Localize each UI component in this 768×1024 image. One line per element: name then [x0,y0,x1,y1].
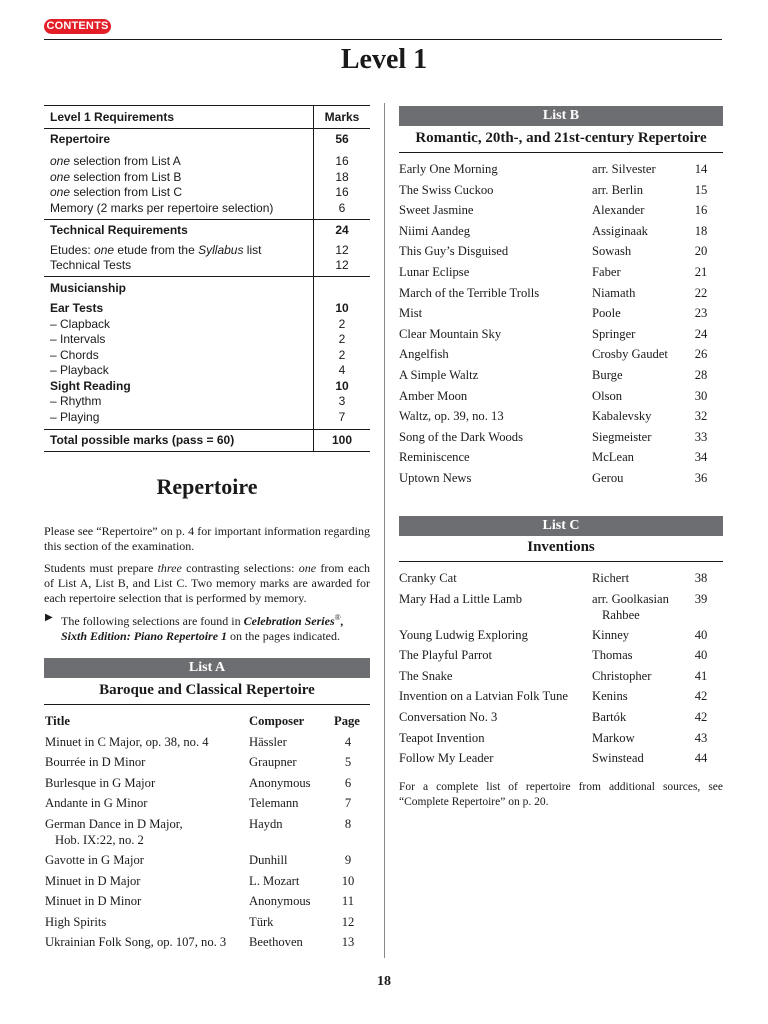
repertoire-composer: Kenins [592,689,628,704]
repertoire-page: 26 [694,347,708,362]
repertoire-title: March of the Terrible Trolls [399,285,540,300]
table-row [44,776,364,797]
repertoire-page: 23 [694,306,708,321]
list-c-table [399,571,723,772]
repertoire-composer: McLean [592,450,634,465]
repertoire-title: Gavotte in G Major [45,852,144,867]
celebration-series-note: ▶ The following selections are found in Celebration Series®, Sixth Edition: Piano Repertoire 1 on the pages indicated. [45,612,344,643]
repertoire-title: Burlesque in G Major [45,775,156,790]
table-row [399,203,723,224]
repertoire-composer: arr. Goolkasian [592,591,669,606]
repertoire-composer: Haydn [249,816,283,831]
repertoire-title: High Spirits [45,914,107,929]
repertoire-title: Uptown News [399,470,472,485]
repertoire-title: Niimi Aandeg [399,223,471,238]
list-b-table [399,162,723,492]
table-row [399,306,723,327]
ear-tests-label: Ear Tests [44,301,314,317]
repertoire-composer: Olson [592,388,623,403]
repertoire-label: Repertoire [44,129,314,154]
req-item-marks: 18 [335,169,349,184]
repertoire-page: 9 [344,852,352,867]
requirements-header [44,105,370,129]
repertoire-composer: Hässler [249,734,287,749]
repertoire-page: 40 [694,627,708,642]
repertoire-page: 14 [694,162,708,176]
req-item: – Chords [44,348,314,364]
repertoire-composer: L. Mozart [249,873,300,888]
repertoire-composer: Anonymous [249,775,311,790]
column-divider [384,103,385,958]
repertoire-title-cont: Hob. IX:22, no. 2 [55,832,144,847]
repertoire-composer: Poole [592,306,621,321]
table-row [399,689,723,710]
repertoire-title: Mary Had a Little Lamb [399,591,523,606]
page-number: 18 [377,974,391,989]
repertoire-page: 36 [694,470,708,485]
repertoire-page: 24 [694,326,708,341]
repertoire-page: 28 [694,367,708,382]
table-row [44,817,364,853]
repertoire-title: Reminiscence [399,450,470,465]
repertoire-page: 8 [344,816,352,831]
list-c-bar: List C [399,516,723,536]
header-rule [44,39,722,40]
col-title-header: Title [45,714,70,728]
repertoire-composer: arr. Silvester [592,162,656,176]
repertoire-title: German Dance in D Major, [45,816,183,831]
repertoire-title: Sweet Jasmine [399,203,474,218]
repertoire-composer: Burge [592,367,623,382]
arrow-right-icon: ▶ [45,612,53,623]
repertoire-page: 42 [694,709,708,724]
repertoire-title: Minuet in D Minor [45,894,142,909]
repertoire-composer: Markow [592,730,635,745]
repertoire-page: 30 [694,388,708,403]
req-item: – Clapback [44,317,314,333]
repertoire-marks: 56 [335,132,349,146]
repertoire-title: Song of the Dark Woods [399,429,523,444]
req-item-marks: 16 [335,154,349,168]
repertoire-title: Bourrée in D Minor [45,755,146,770]
repertoire-composer: Niamath [592,285,636,300]
repertoire-title: The Swiss Cuckoo [399,182,494,197]
table-row [399,571,723,592]
repertoire-instructions: Students must prepare three contrasting selections: one from each of List A, List B, and List C. Two memory marks are awarded for each repertoire selection that is performed by memory. [44,561,370,605]
requirements-header-marks: Marks [324,110,360,124]
list-a-header [44,714,364,735]
technical-group [44,220,370,278]
sight-reading-label: Sight Reading [44,379,314,395]
table-row [399,286,723,307]
repertoire-composer: Anonymous [249,894,311,909]
table-row [399,327,723,348]
req-item-marks: 12 [335,242,349,257]
req-item-marks: 2 [338,316,346,331]
table-row [44,935,364,956]
repertoire-composer: Thomas [592,648,633,663]
musicianship-group [44,277,370,429]
repertoire-page: 43 [694,730,708,745]
repertoire-composer: Faber [592,264,621,279]
table-row [399,430,723,451]
table-row [399,368,723,389]
table-row [399,162,723,183]
repertoire-title: Cranky Cat [399,571,457,585]
total-marks: 100 [331,432,353,447]
req-item: – Playback [44,363,314,379]
req-item-marks: 6 [338,200,346,215]
musicianship-label: Musicianship [44,277,314,301]
requirements-table [44,105,370,452]
repertoire-title: Waltz, op. 39, no. 13 [399,409,504,424]
repertoire-page: 7 [344,796,352,811]
table-row [399,471,723,492]
list-a-subtitle: Baroque and Classical Repertoire [44,680,370,705]
repertoire-title: Angelfish [399,347,449,362]
sight-reading-marks: 10 [335,378,349,393]
repertoire-page: 6 [344,775,352,790]
complete-repertoire-note: For a complete list of repertoire from additional sources, see “Complete Repertoire” on p. 20. [399,781,723,808]
repertoire-title: Follow My Leader [399,751,494,766]
repertoire-title: Lunar Eclipse [399,264,470,279]
repertoire-page: 20 [694,244,708,259]
list-a-table [44,714,364,956]
list-b-bar: List B [399,106,723,126]
ear-tests-marks: 10 [335,301,349,315]
repertoire-composer: Siegmeister [592,429,652,444]
table-row [44,755,364,776]
repertoire-heading: Repertoire [156,474,258,499]
repertoire-title: The Snake [399,668,453,683]
repertoire-page: 21 [694,264,708,279]
req-item-marks: 4 [338,363,346,377]
repertoire-title: Minuet in C Major, op. 38, no. 4 [45,734,209,749]
list-b-subtitle: Romantic, 20th-, and 21st-century Repertoire [399,128,723,153]
req-item-marks: 2 [338,347,346,362]
repertoire-page: 38 [694,571,708,585]
repertoire-page: 4 [344,734,352,749]
repertoire-composer-cont: Rahbee [602,607,640,622]
req-item: one selection from List A [44,154,314,170]
total-row [44,429,370,452]
table-row [44,735,364,756]
table-row [399,710,723,731]
repertoire-page: 32 [694,409,708,424]
repertoire-page: 34 [694,450,708,465]
list-a-bar: List A [44,658,370,678]
repertoire-page: 44 [694,751,708,766]
repertoire-composer: Türk [249,914,274,929]
repertoire-page: 16 [694,203,708,218]
technical-marks: 24 [335,222,349,237]
repertoire-title: Mist [399,306,423,321]
repertoire-title: Minuet in D Major [45,873,141,888]
repertoire-composer: Sowash [592,244,632,259]
repertoire-title: Amber Moon [399,388,468,403]
repertoire-page: 12 [341,914,355,929]
repertoire-composer: Bartók [592,709,627,724]
repertoire-title: Clear Mountain Sky [399,326,502,341]
table-row [399,628,723,649]
table-row [399,183,723,204]
req-item-marks: 3 [338,394,346,408]
table-row [44,853,364,874]
table-row [44,796,364,817]
req-item-marks: 16 [335,185,349,199]
repertoire-composer: arr. Berlin [592,182,644,197]
repertoire-title: Young Ludwig Exploring [399,627,528,642]
table-row [399,389,723,410]
repertoire-composer: Beethoven [249,935,303,950]
req-item: Technical Tests [44,258,314,276]
repertoire-title: A Simple Waltz [399,367,479,382]
repertoire-page: 22 [694,285,708,300]
repertoire-title: Teapot Invention [399,730,485,745]
page-title: Level 1 [340,44,428,75]
repertoire-page: 10 [341,873,355,888]
req-item-marks: 12 [335,258,349,272]
repertoire-composer: Springer [592,326,636,341]
table-row [44,874,364,895]
req-item: – Intervals [44,332,314,348]
repertoire-title: The Playful Parrot [399,648,493,663]
repertoire-title: This Guy’s Disguised [399,244,509,259]
table-row [44,915,364,936]
repertoire-composer: Dunhill [249,852,288,867]
requirements-header-label: Level 1 Requirements [44,106,314,128]
req-item-marks: 7 [338,409,346,424]
repertoire-group [44,129,370,220]
repertoire-title: Invention on a Latvian Folk Tune [399,689,568,704]
req-item: – Playing [44,410,314,429]
repertoire-page: 42 [694,689,708,704]
req-item: Etudes: one etude from the Syllabus list [44,243,314,259]
req-item: one selection from List C [44,185,314,201]
repertoire-composer: Assiginaak [592,223,648,238]
table-row [399,347,723,368]
repertoire-page: 41 [694,668,708,683]
req-item: one selection from List B [44,170,314,186]
repertoire-composer: Kabalevsky [592,409,652,424]
repertoire-page: 5 [344,755,352,770]
table-row [399,648,723,669]
repertoire-page: 15 [694,182,708,197]
repertoire-composer: Swinstead [592,751,644,766]
col-composer-header: Composer [249,714,305,728]
repertoire-composer: Crosby Gaudet [592,347,668,362]
repertoire-intro: Please see “Repertoire” on p. 4 for important information regarding this section of the examination. [44,524,370,553]
total-label: Total possible marks (pass = 60) [44,430,314,451]
repertoire-composer: Gerou [592,470,624,485]
repertoire-composer: Kinney [592,627,630,642]
table-row [44,894,364,915]
req-item: Memory (2 marks per repertoire selection) [44,201,314,219]
repertoire-composer: Christopher [592,668,652,683]
repertoire-page: 33 [694,429,708,444]
table-row [399,244,723,265]
repertoire-composer: Richert [592,571,630,585]
contents-button[interactable]: CONTENTS [44,19,111,34]
repertoire-page: 40 [694,648,708,663]
col-page-header: Page [334,714,360,728]
table-row [399,669,723,690]
technical-label: Technical Requirements [44,220,314,243]
repertoire-page: 39 [694,591,708,606]
req-item: – Rhythm [44,394,314,410]
repertoire-title: Early One Morning [399,162,498,176]
table-row [399,265,723,286]
table-row [399,224,723,245]
repertoire-composer: Telemann [249,796,299,811]
repertoire-composer: Alexander [592,203,645,218]
repertoire-title: Ukrainian Folk Song, op. 107, no. 3 [45,935,227,950]
list-c-subtitle: Inventions [399,537,723,562]
repertoire-page: 18 [694,223,708,238]
repertoire-composer: Graupner [249,755,297,770]
table-row [399,409,723,430]
repertoire-title: Andante in G Minor [45,796,148,811]
repertoire-page: 11 [341,894,355,909]
table-row [399,751,723,772]
req-item-marks: 2 [338,332,346,346]
table-row [399,450,723,471]
repertoire-page: 13 [341,935,355,950]
table-row [399,592,723,628]
table-row [399,731,723,752]
repertoire-title: Conversation No. 3 [399,709,498,724]
